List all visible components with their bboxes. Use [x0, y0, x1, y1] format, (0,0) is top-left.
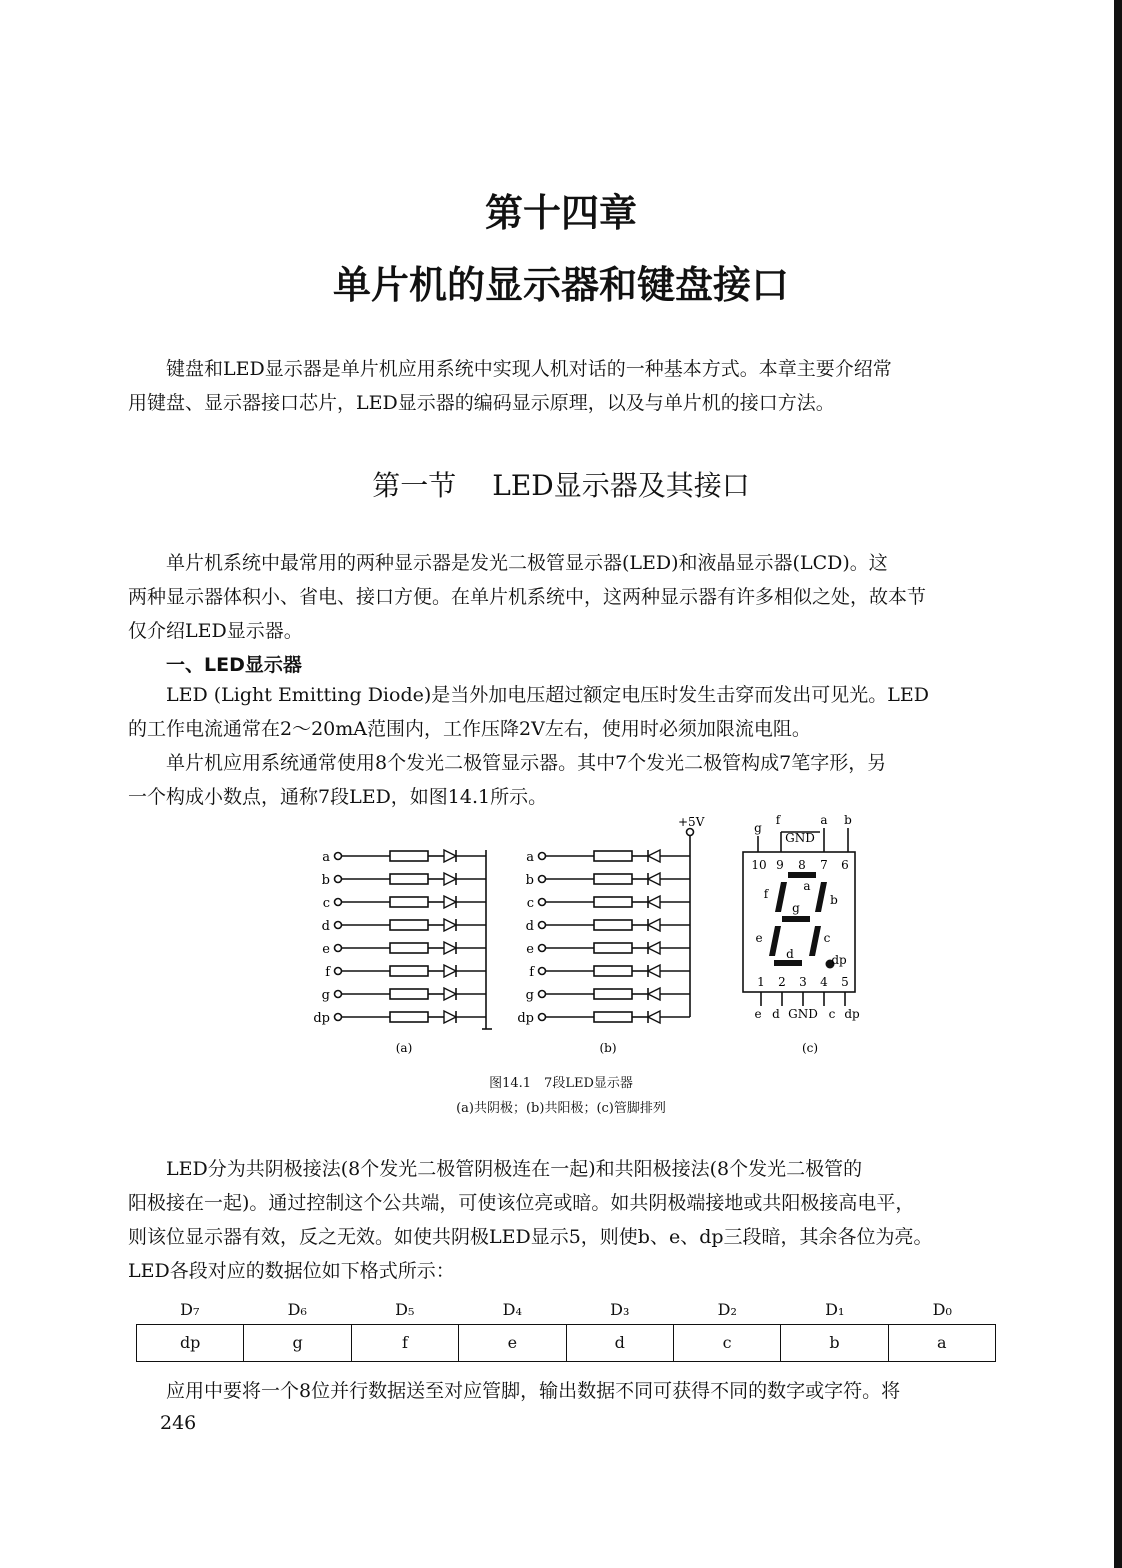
bit-cell: e — [458, 1325, 565, 1361]
segment-label-g: g — [525, 988, 534, 1003]
para3-line-1: 单片机应用系统通常使用8个发光二极管显示器。其中7个发光二极管构成7笔字形，另 — [166, 752, 887, 774]
terminal-g — [539, 991, 546, 998]
intro-line-2: 用键盘、显示器接口芯片，LED显示器的编码显示原理，以及与单片机的接口方法。 — [128, 392, 835, 414]
segment-label-a: a — [322, 850, 330, 865]
bit-header: D₅ — [395, 1300, 415, 1319]
para2-line-1: LED (Light Emitting Diode)是当外加电压超过额定电压时发生击穿而发出可见光。LED — [166, 684, 929, 706]
resistor-icon — [390, 920, 428, 930]
terminal-d — [539, 922, 546, 929]
terminal-f — [539, 968, 546, 975]
terminal-g — [335, 991, 342, 998]
bit-cell: a — [888, 1325, 995, 1361]
diode-icon — [444, 965, 456, 977]
diode-icon — [444, 919, 456, 931]
terminal-c — [539, 899, 546, 906]
diode-icon — [648, 873, 660, 885]
segment-f — [775, 882, 787, 912]
resistor-icon — [594, 874, 632, 884]
diode-icon — [444, 942, 456, 954]
pin-top-label: f — [775, 813, 781, 827]
bit-header: D₆ — [287, 1300, 307, 1319]
section-heading: LED显示器及其接口 — [492, 469, 750, 502]
resistor-icon — [390, 1012, 428, 1022]
diode-icon — [648, 965, 660, 977]
segment-letter-d: d — [786, 947, 794, 961]
para4-line-2: 阳极接在一起)。通过控制这个公共端，可使该位亮或暗。如共阴极端接地或共阳极接高电平， — [128, 1192, 915, 1214]
figure-14-1 — [300, 812, 900, 1062]
paragraph-4 — [128, 1152, 998, 1288]
segment-letter-f: f — [763, 887, 769, 901]
bit-cell: d — [566, 1325, 673, 1361]
bit-header: D₁ — [825, 1300, 845, 1319]
resistor-icon — [594, 920, 632, 930]
segment-g — [782, 916, 810, 922]
bit-cell: c — [673, 1325, 780, 1361]
resistor-icon — [594, 966, 632, 976]
bit-header: D₀ — [932, 1300, 952, 1319]
resistor-icon — [594, 851, 632, 861]
terminal-e — [335, 945, 342, 952]
pin-bottom-label: GND — [788, 1007, 818, 1021]
figure-caption: 图14.1 7段LED显示器 — [489, 1076, 633, 1091]
para1-line-1: 单片机系统中最常用的两种显示器是发光二极管显示器(LED)和液晶显示器(LCD)。这 — [166, 552, 888, 574]
paragraph-1 — [128, 546, 998, 648]
bit-cell: g — [243, 1325, 350, 1361]
segment-label-e: e — [322, 942, 330, 957]
segment-label-d: d — [525, 919, 534, 934]
resistor-icon — [390, 851, 428, 861]
pin-top-number: 6 — [841, 858, 849, 872]
segment-label-dp: dp — [517, 1011, 534, 1026]
bit-header: D₃ — [610, 1300, 630, 1319]
bit-cell: dp — [179, 1333, 201, 1352]
diode-icon — [648, 919, 660, 931]
diode-icon — [648, 1011, 660, 1023]
diode-icon — [648, 942, 660, 954]
pin-layout-diagram — [743, 813, 860, 1055]
para3-line-2: 一个构成小数点，通称7段LED，如图14.1所示。 — [128, 786, 548, 808]
terminal-a — [539, 853, 546, 860]
pin-bottom-label: e — [754, 1007, 762, 1021]
pin-bottom-label: d — [772, 1007, 780, 1021]
para2-line-2: 的工作电流通常在2～20mA范围内，工作压降2V左右，使用时必须加限流电阻。 — [128, 718, 811, 740]
gnd-top-label: GND — [785, 831, 815, 845]
terminal-c — [335, 899, 342, 906]
para4-line-3: 则该位显示器有效，反之无效。如使共阴极LED显示5，则使b、e、dp三段暗，其余各位为亮。 — [128, 1226, 933, 1248]
diode-icon — [444, 896, 456, 908]
intro-paragraph — [128, 352, 998, 420]
resistor-icon — [594, 943, 632, 953]
vcc-label: +5V — [678, 815, 705, 829]
segment-label-d: d — [321, 919, 330, 934]
paragraph-5 — [128, 1374, 998, 1408]
paragraph-3 — [128, 746, 998, 814]
para1-line-3: 仅介绍LED显示器。 — [128, 620, 303, 642]
bit-header: D₇ — [180, 1300, 200, 1319]
segment-label-dp: dp — [313, 1011, 330, 1026]
segment-letter-dp: dp — [831, 953, 847, 967]
segment-b — [815, 882, 827, 912]
pin-top-label: a — [820, 813, 828, 827]
para4-line-1: LED分为共阴极接法(8个发光二极管阴极连在一起)和共阳极接法(8个发光二极管的 — [166, 1158, 863, 1180]
segment-label-b: b — [321, 873, 330, 888]
segment-label-c: c — [526, 896, 534, 911]
chapter-title: 单片机的显示器和键盘接口 — [332, 263, 789, 307]
pin-top-label: b — [844, 813, 852, 827]
resistor-icon — [594, 989, 632, 999]
resistor-icon — [390, 897, 428, 907]
page-number: 246 — [160, 1412, 197, 1434]
segment-c — [809, 926, 821, 956]
terminal-f — [335, 968, 342, 975]
panel-label: (b) — [599, 1041, 617, 1055]
terminal-dp — [335, 1014, 342, 1021]
seven-segment-diagram — [300, 812, 900, 1062]
pin-top-number: 7 — [820, 858, 828, 872]
bit-segment-row — [136, 1324, 996, 1362]
diode-icon — [444, 1011, 456, 1023]
para4-line-4: LED各段对应的数据位如下格式所示： — [128, 1260, 455, 1282]
pin-top-number: 10 — [751, 858, 767, 872]
pin-bottom-number: 4 — [820, 975, 828, 989]
segment-label-f: f — [325, 965, 330, 980]
diode-icon — [648, 988, 660, 1000]
bit-header: D₂ — [717, 1300, 737, 1319]
pin-bottom-number: 2 — [778, 975, 786, 989]
terminal-b — [539, 876, 546, 883]
diode-icon — [444, 873, 456, 885]
segment-label-a: a — [526, 850, 534, 865]
bit-cell: b — [780, 1325, 887, 1361]
paragraph-2 — [128, 678, 998, 746]
segment-letter-b: b — [830, 893, 838, 907]
segment-label-f: f — [529, 965, 534, 980]
pin-top-number: 8 — [798, 858, 806, 872]
diode-icon — [648, 850, 660, 862]
segment-letter-g: g — [792, 901, 800, 915]
bit-header: D₄ — [502, 1300, 522, 1319]
segment-e — [769, 926, 781, 956]
bit-cell: f — [351, 1325, 458, 1361]
segment-label-b: b — [525, 873, 534, 888]
segment-a — [788, 872, 816, 878]
bit-header-row — [136, 1296, 996, 1324]
pin-bottom-number: 5 — [841, 975, 849, 989]
terminal-b — [335, 876, 342, 883]
segment-label-e: e — [526, 942, 534, 957]
segment-letter-c: c — [823, 931, 831, 945]
terminal-d — [335, 922, 342, 929]
diode-icon — [444, 988, 456, 1000]
diode-icon — [648, 896, 660, 908]
segment-letter-e: e — [755, 931, 763, 945]
terminal-e — [539, 945, 546, 952]
segment-letter-a: a — [803, 879, 811, 893]
pin-bottom-label: dp — [844, 1007, 860, 1021]
resistor-icon — [390, 989, 428, 999]
pin-top-number: 9 — [776, 858, 784, 872]
vcc-terminal — [687, 829, 694, 836]
resistor-icon — [390, 874, 428, 884]
segment-label-g: g — [321, 988, 330, 1003]
common-cathode-circuit — [313, 850, 492, 1055]
resistor-icon — [390, 943, 428, 953]
chapter-number: 第十四章 — [484, 191, 637, 235]
para1-line-2: 两种显示器体积小、省电、接口方便。在单片机系统中，这两种显示器有许多相似之处，故本节 — [128, 586, 927, 608]
bit-mapping-table — [136, 1296, 996, 1362]
para5-line-1: 应用中要将一个8位并行数据送至对应管脚，输出数据不同可获得不同的数字或字符。将 — [166, 1380, 901, 1402]
common-anode-circuit — [517, 815, 704, 1055]
segment-label-c: c — [322, 896, 330, 911]
resistor-icon — [594, 1012, 632, 1022]
pin-bottom-number: 1 — [757, 975, 765, 989]
section-number: 第一节 — [372, 469, 457, 502]
pin-bottom-label: c — [828, 1007, 836, 1021]
diode-icon — [444, 850, 456, 862]
terminal-a — [335, 853, 342, 860]
panel-label: (a) — [395, 1041, 413, 1055]
pin-bottom-number: 3 — [799, 975, 807, 989]
resistor-icon — [390, 966, 428, 976]
subheading-led-display: 一、LED显示器 — [166, 654, 302, 676]
terminal-dp — [539, 1014, 546, 1021]
resistor-icon — [594, 897, 632, 907]
figure-sub-caption: (a)共阴极；(b)共阳极；(c)管脚排列 — [456, 1101, 666, 1116]
panel-label: (c) — [801, 1041, 819, 1055]
intro-line-1: 键盘和LED显示器是单片机应用系统中实现人机对话的一种基本方式。本章主要介绍常 — [166, 358, 892, 380]
pin-top-label: g — [754, 821, 762, 835]
section-title — [0, 464, 1122, 504]
